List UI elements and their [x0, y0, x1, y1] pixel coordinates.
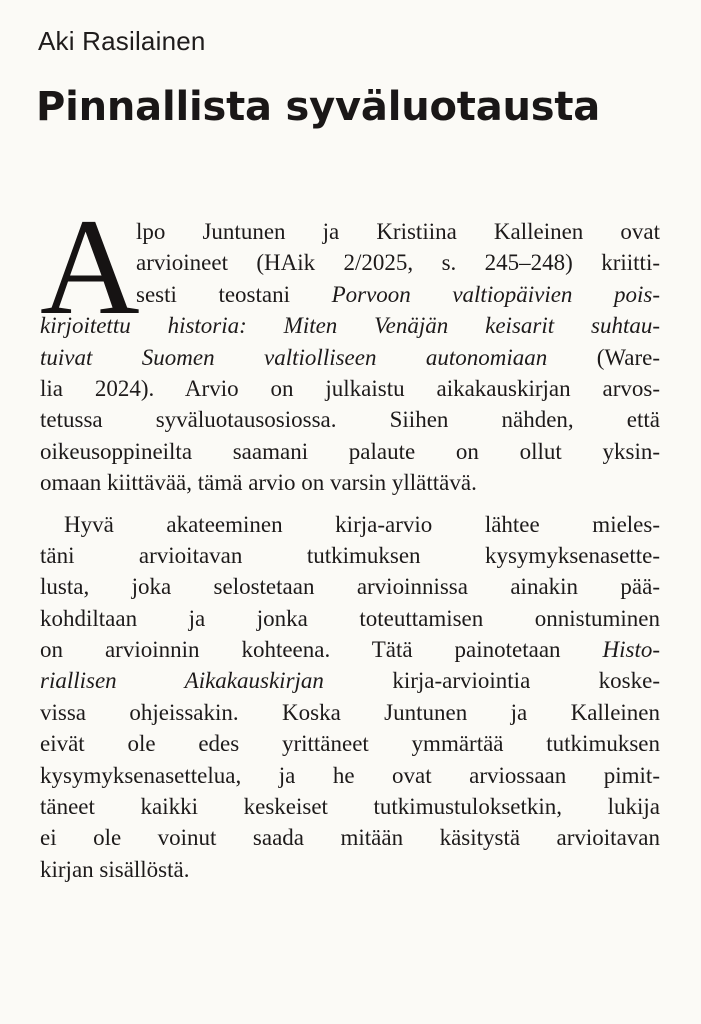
text-line: kysymyksenasettelua, ja he ovat arviossaan pimit-: [40, 762, 660, 788]
text-line: omaan kiittävää, tämä arvio on varsin yllättävä.: [40, 470, 477, 496]
article-title: Pinnallista syväluotausta: [36, 84, 601, 130]
journal-name-run: Histo-: [602, 637, 660, 663]
text-line: [40, 310, 660, 341]
text-line: lia 2024). Arvio on julkaistu aikakauskirjan arvos-: [40, 375, 660, 401]
text-line: Hyvä akateeminen kirja-arvio lähtee mieles-: [64, 511, 660, 537]
text-run: kirja-arviointia koske-: [323, 668, 660, 694]
text-line: ei ole voinut saada mitään käsitystä arvioitavan: [40, 825, 660, 851]
text-line: lusta, joka selostetaan arvioinnissa ainakin pää-: [40, 574, 660, 600]
text-line: kohdiltaan ja jonka toteuttamisen onnistuminen: [40, 605, 660, 631]
text-line: [40, 634, 660, 665]
text-line: kirjan sisällöstä.: [40, 856, 190, 882]
text-line: [40, 665, 660, 696]
journal-name-run: riallisen Aikakauskirjan: [40, 668, 324, 694]
article-body: [40, 216, 660, 885]
text-line: eivät ole edes yrittäneet ymmärtää tutkimuksen: [40, 731, 660, 757]
book-title-run: tuivat Suomen valtiolliseen autonomiaan: [40, 344, 548, 370]
text-line: täneet kaikki keskeiset tutkimustuloksetkin, lukija: [40, 794, 660, 820]
text-line: täni arvioitavan tutkimuksen kysymyksenasette-: [40, 542, 660, 568]
text-run: on arvioinnin kohteena. Tätä painotetaan: [40, 637, 603, 663]
text-line: tetussa syväluotausosiossa. Siihen nähden, että: [40, 407, 660, 433]
drop-cap: A: [40, 190, 140, 343]
text-line: [40, 342, 660, 373]
text-line: vissa ohjeissakin. Koska Juntunen ja Kalleinen: [40, 699, 660, 725]
text-line: lpo Juntunen ja Kristiina Kalleinen ovat: [136, 219, 660, 244]
author-name: Aki Rasilainen: [38, 26, 206, 56]
text-line: arvioineet (HAik 2/2025, s. 245–248) kriitti-: [136, 250, 660, 276]
book-title-run: kirjoitettu historia: Miten Venäjän keisarit suhtau-: [40, 313, 660, 339]
paragraph-2: [40, 509, 660, 886]
paragraph-gap: [40, 499, 660, 509]
text-line: [136, 279, 660, 310]
text-run: (Ware-: [547, 344, 660, 370]
book-title-run: Porvoon valtiopäivien pois-: [331, 281, 660, 307]
text-line: oikeusoppineilta saamani palaute on ollut yksin-: [40, 438, 660, 464]
text-run: sesti teostani: [136, 281, 332, 307]
paragraph-1: [40, 216, 660, 499]
